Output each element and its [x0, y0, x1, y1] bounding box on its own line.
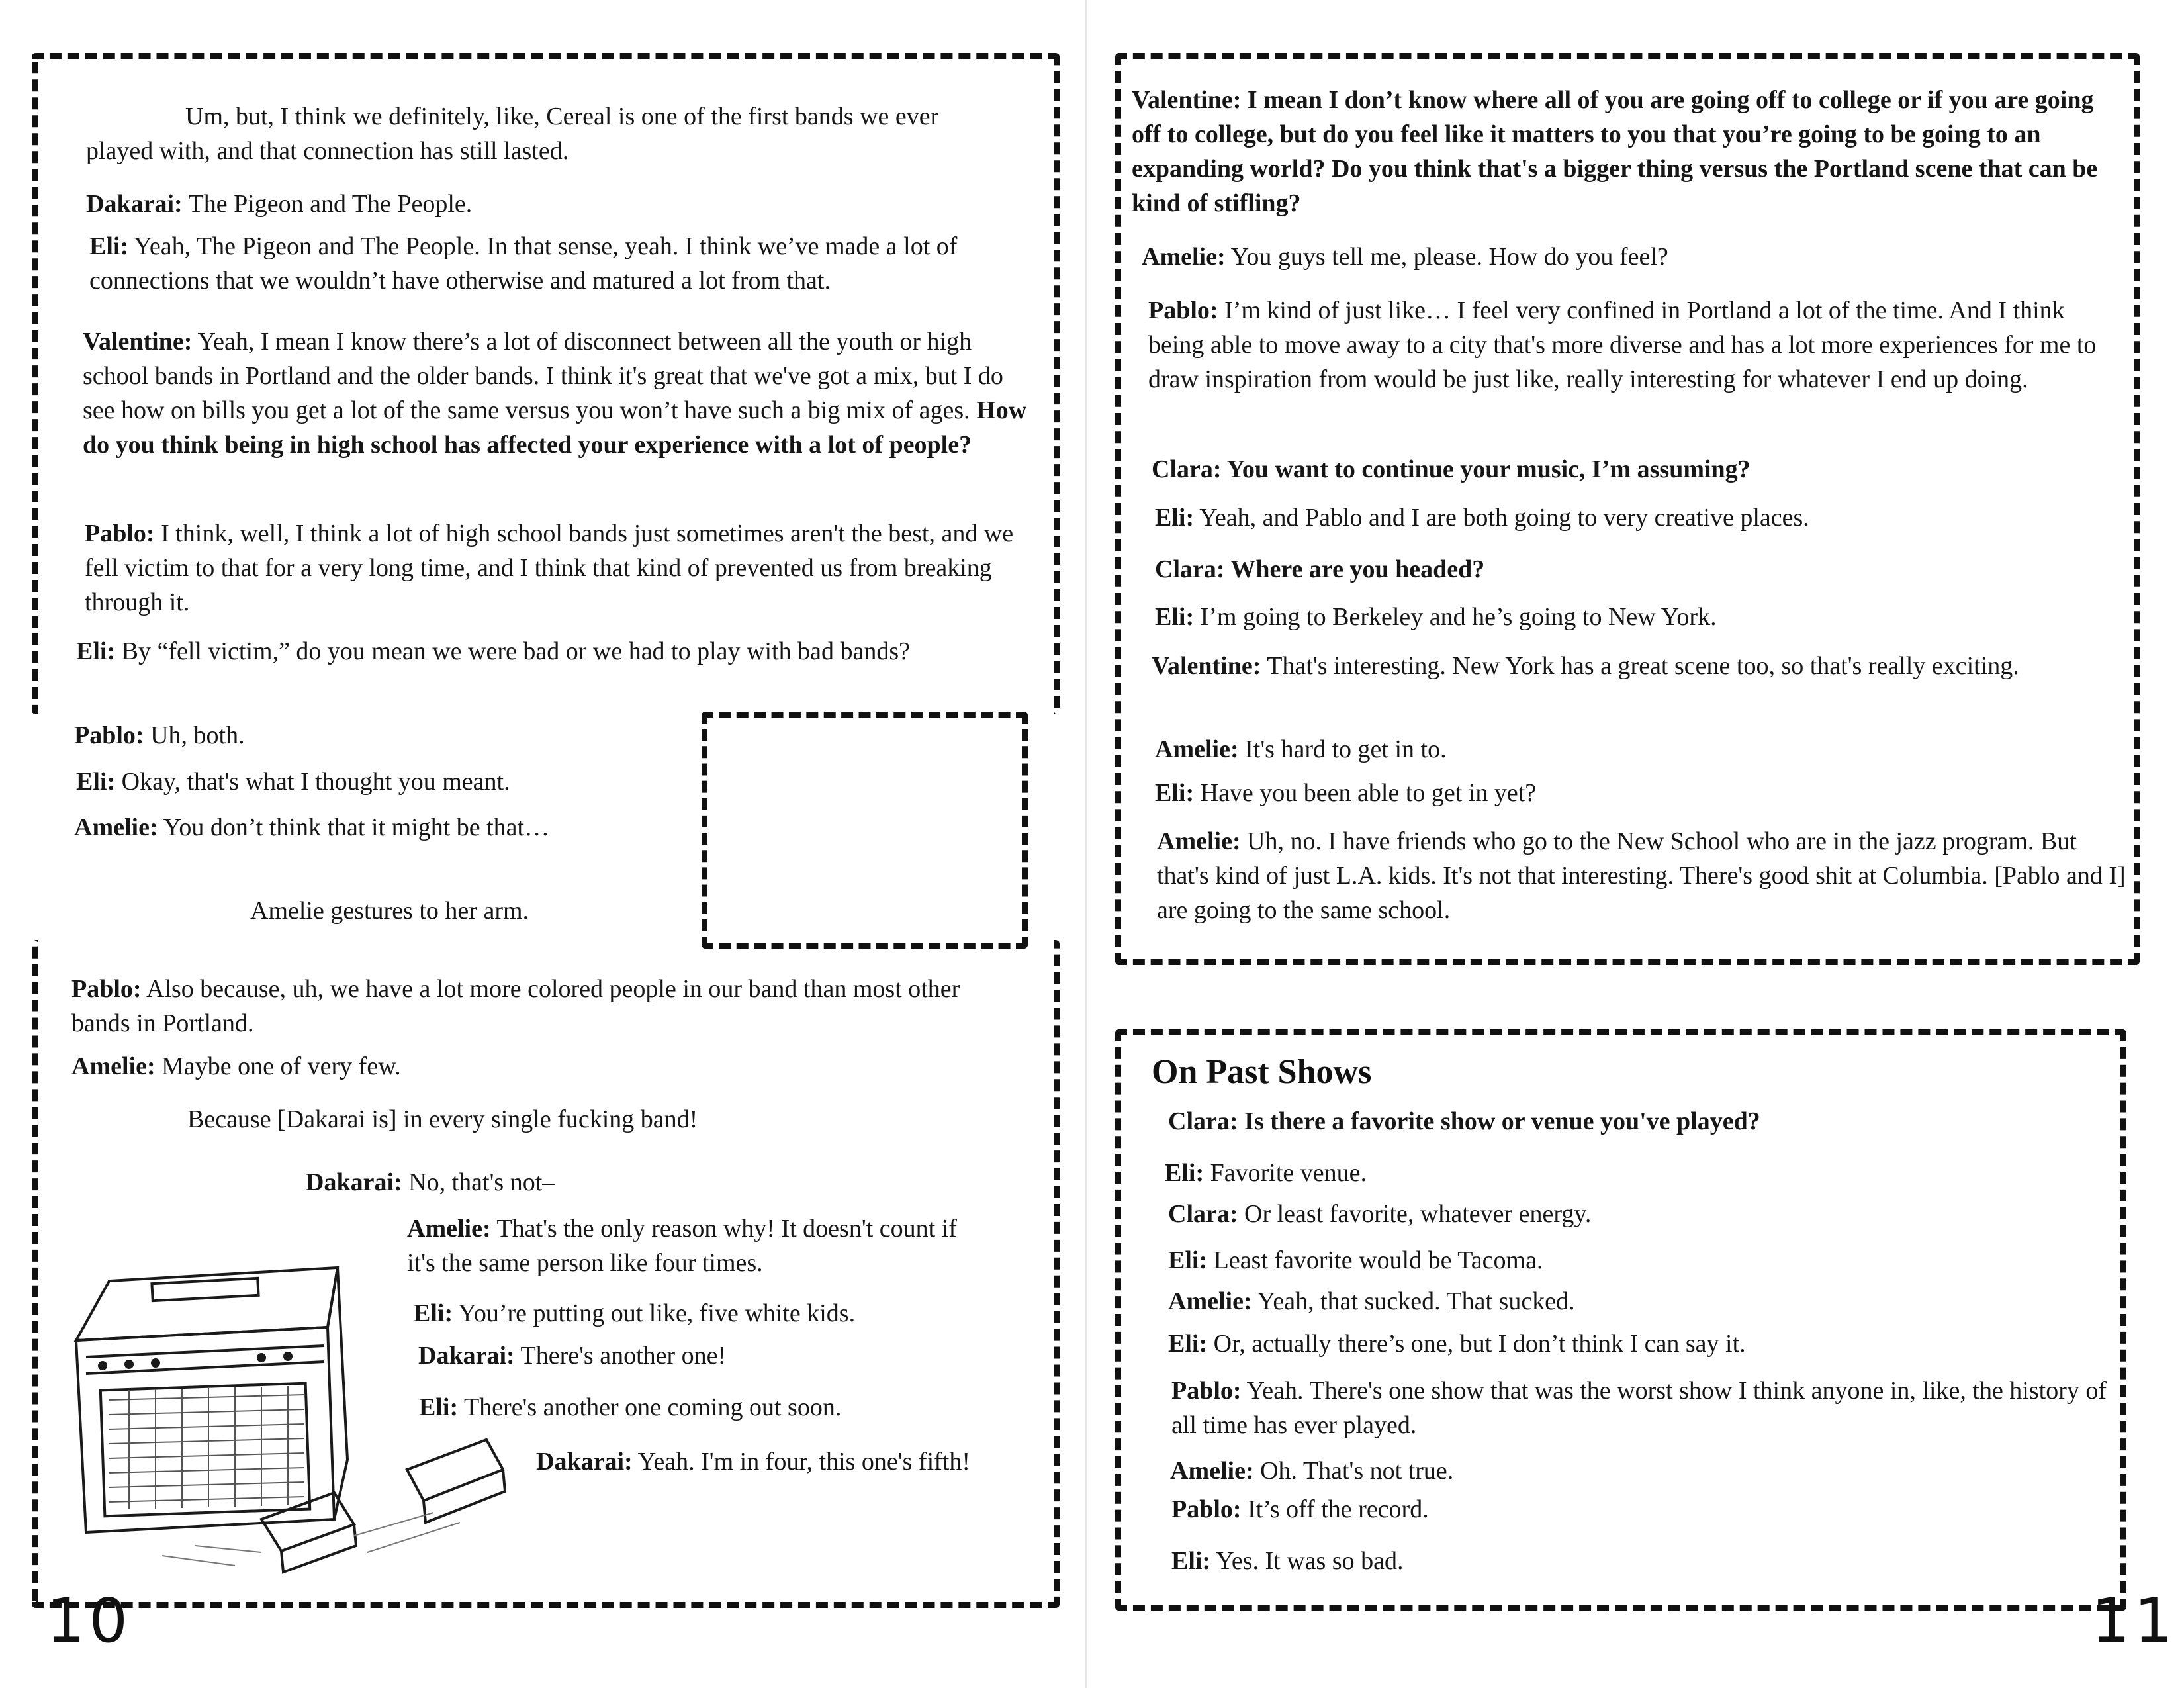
- entry-eli-3: [76, 765, 672, 799]
- entry-text: Yeah. There's one show that was the worst show I think anyone in, like, the history of all time has ever played.: [1171, 1377, 2107, 1439]
- entry-text: The Pigeon and The People.: [188, 190, 473, 218]
- speaker-label: Eli:: [89, 232, 129, 260]
- entry-amelie-7: [1168, 1284, 1830, 1319]
- entry-text: Yeah, The Pigeon and The People. In that sense, yeah. I think we’ve made a lot of connections that we wouldn’t have otherwise and matured a lot from that.: [89, 232, 958, 295]
- speaker-label: Eli:: [414, 1299, 453, 1327]
- entry-valentine-3: [1152, 649, 2131, 683]
- speaker-label: Amelie:: [1142, 243, 1226, 271]
- entry-text: It’s off the record.: [1248, 1495, 1429, 1523]
- speaker-label: Eli:: [76, 637, 116, 665]
- entry-clara-3: [1168, 1104, 2028, 1139]
- speaker-label: Amelie:: [407, 1215, 491, 1243]
- entry-text: No, that's not–: [408, 1168, 555, 1196]
- entry-text: You guys tell me, please. How do you feel?: [1230, 243, 1668, 271]
- entry-amelie-4: [1142, 240, 2002, 274]
- speaker-label: Amelie:: [71, 1053, 156, 1080]
- speaker-label: Clara:: [1168, 1200, 1238, 1228]
- speaker-label: Pablo:: [74, 722, 144, 749]
- side-box-frame: [702, 712, 1028, 949]
- speaker-label: Clara:: [1168, 1107, 1238, 1135]
- entry-text: I’m going to Berkeley and he’s going to New York.: [1200, 603, 1717, 631]
- entry-text: You don’t think that it might be that…: [163, 814, 550, 841]
- entry-eli-7: [1155, 600, 2015, 634]
- speaker-label: Dakarai:: [418, 1342, 515, 1370]
- speaker-label: Valentine:: [1132, 86, 1242, 114]
- speaker-label: Amelie:: [1157, 827, 1241, 855]
- entry-text: There's another one coming out soon.: [463, 1393, 842, 1421]
- entry-pablo-6: [1171, 1492, 1767, 1526]
- entry-valentine-1: [83, 324, 1029, 462]
- entry-text: That's the only reason why! It doesn't count if it's the same person like four times.: [407, 1215, 957, 1277]
- entry-aside-1: Because [Dakarai is] in every single fucking band!: [187, 1105, 698, 1133]
- speaker-label: Pablo:: [1148, 297, 1218, 324]
- speaker-label: Pablo:: [71, 975, 142, 1003]
- entry-clara-4: [1168, 1197, 1830, 1231]
- entry-text: You’re putting out like, five white kids.: [458, 1299, 856, 1327]
- entry-amelie-5: [1155, 732, 1817, 767]
- entry-text: Or least favorite, whatever energy.: [1244, 1200, 1592, 1228]
- entry-text: Yeah, that sucked. That sucked.: [1257, 1288, 1575, 1315]
- speaker-label: Pablo:: [1171, 1495, 1242, 1523]
- speaker-label: Eli:: [1155, 779, 1195, 807]
- entry-text: Also because, uh, we have a lot more colored people in our band than most other bands in Portland.: [71, 975, 960, 1037]
- entry-dakarai-2: [306, 1165, 769, 1199]
- speaker-label: Eli:: [1155, 504, 1195, 532]
- page-number: 10: [46, 1585, 132, 1656]
- section-heading-past-shows: On Past Shows: [1152, 1053, 1372, 1091]
- entry-text: Is there a favorite show or venue you've played?: [1244, 1107, 1760, 1135]
- intro-paragraph: Um, but, I think we definitely, like, Cereal is one of the first bands we ever played with, and that connection has still lasted.: [86, 103, 939, 165]
- speaker-label: Eli:: [1171, 1547, 1211, 1575]
- speaker-label: Eli:: [1168, 1330, 1208, 1358]
- entry-pablo-3: [71, 972, 1018, 1041]
- left-page: [0, 0, 1085, 1688]
- entry-text: Okay, that's what I thought you meant.: [121, 768, 510, 796]
- speaker-label: Eli:: [419, 1393, 459, 1421]
- entry-text: Oh. That's not true.: [1260, 1457, 1454, 1485]
- entry-pablo-2: [74, 718, 670, 753]
- entry-text: You want to continue your music, I’m assuming?: [1226, 455, 1751, 483]
- speaker-label: Clara:: [1155, 555, 1225, 583]
- entry-eli-2: [76, 634, 1003, 669]
- entry-amelie-8: [1170, 1454, 1766, 1488]
- speaker-label: Dakarai:: [86, 190, 183, 218]
- entry-text: I think, well, I think a lot of high school bands just sometimes aren't the best, and we fell victim to that for a very long time, and I think that kind of prevented us from breaking through it.: [85, 520, 1014, 616]
- entry-text: Yeah, I mean I know there’s a lot of disconnect between all the youth or high school bands in Portland and the older bands. I think it's great that we've got a mix, but I do see how on bills you get a lot of the same versus you won’t have such a big mix of ages.: [83, 328, 1003, 424]
- speaker-label: Amelie:: [74, 814, 158, 841]
- entry-eli-9: [1165, 1156, 1760, 1190]
- entry-text: Favorite venue.: [1210, 1159, 1367, 1187]
- speaker-label: Amelie:: [1155, 735, 1239, 763]
- speaker-label: Eli:: [1168, 1246, 1208, 1274]
- entry-text: It's hard to get in to.: [1245, 735, 1447, 763]
- entry-text: Maybe one of very few.: [161, 1053, 401, 1080]
- entry-text: Or, actually there’s one, but I don’t think I can say it.: [1213, 1330, 1746, 1358]
- speaker-label: Eli:: [1155, 603, 1195, 631]
- entry-pablo-1: [85, 516, 1024, 620]
- entry-valentine-2: [1132, 83, 2111, 220]
- entry-eli-6: [1155, 500, 2081, 535]
- entry-text: That's interesting. New York has a great scene too, so that's really exciting.: [1267, 652, 2019, 680]
- speaker-label: Dakarai:: [536, 1448, 633, 1476]
- speaker-label: Eli:: [76, 768, 116, 796]
- speaker-label: Valentine:: [1152, 652, 1261, 680]
- entry-amelie-2: [71, 1049, 667, 1084]
- entry-pablo-5: [1171, 1374, 2111, 1442]
- page-number: 11: [2091, 1585, 2177, 1656]
- entry-clara-2: [1155, 552, 1817, 586]
- entry-text: Yeah, and Pablo and I are both going to very creative places.: [1199, 504, 1809, 532]
- entry-text: Uh, both.: [150, 722, 245, 749]
- entry-text: Least favorite would be Tacoma.: [1213, 1246, 1543, 1274]
- speaker-label: Pablo:: [1171, 1377, 1242, 1405]
- entry-eli-8: [1155, 776, 1817, 810]
- entry-text: Uh, no. I have friends who go to the New School who are in the jazz program. But that's kind of just L.A. kids. It's not that interesting. There's good shit at Columbia. [Pablo and I] are going to the same school.: [1157, 827, 2126, 924]
- question-text: How do you think being in high school has affected your experience with a lot of people?: [83, 397, 1027, 459]
- entry-eli-10: [1168, 1243, 1830, 1278]
- entry-text: Yeah. I'm in four, this one's fifth!: [637, 1448, 971, 1476]
- entry-text: Where are you headed?: [1230, 555, 1485, 583]
- entry-amelie-1: [74, 810, 683, 845]
- stage-direction-1: Amelie gestures to her arm.: [250, 897, 529, 925]
- entry-pablo-4: [1148, 293, 2115, 397]
- amplifier-illustration: [63, 1241, 526, 1602]
- speaker-label: Dakarai:: [306, 1168, 402, 1196]
- speaker-label: Pablo:: [85, 520, 155, 547]
- entry-clara-1: [1152, 452, 2078, 487]
- speaker-label: Amelie:: [1168, 1288, 1252, 1315]
- entry-dakarai-4: [536, 1442, 999, 1481]
- entry-text: I mean I don’t know where all of you are going off to college or if you are going off to college, but do you feel like it matters to you that you’re going to be going to an expanding world? Do you think that's a bigger thing versus the Portland scene that can be kind of stifling?: [1132, 86, 2098, 217]
- entry-text: By “fell victim,” do you mean we were bad or we had to play with bad bands?: [121, 637, 910, 665]
- entry-dakarai-1: [86, 187, 1013, 221]
- right-page: [1085, 0, 2184, 1688]
- speaker-label: Amelie:: [1170, 1457, 1254, 1485]
- entry-text: Have you been able to get in yet?: [1200, 779, 1537, 807]
- entry-text: I’m kind of just like… I feel very confined in Portland a lot of the time. And I think being able to move away to a city that's more diverse and has a lot more experiences for me to draw inspiration from would be just like, really interesting for whatever I end up doing.: [1148, 297, 2097, 393]
- entry-text: There's another one!: [520, 1342, 727, 1370]
- speaker-label: Valentine:: [83, 328, 193, 355]
- entry-eli-11: [1168, 1327, 1962, 1361]
- entry-amelie-6: [1157, 824, 2130, 927]
- entry-eli-1: [89, 229, 1019, 298]
- speaker-label: Eli:: [1165, 1159, 1205, 1187]
- entry-text: Yes. It was so bad.: [1216, 1547, 1404, 1575]
- speaker-label: Clara:: [1152, 455, 1222, 483]
- entry-eli-12: [1171, 1544, 1767, 1578]
